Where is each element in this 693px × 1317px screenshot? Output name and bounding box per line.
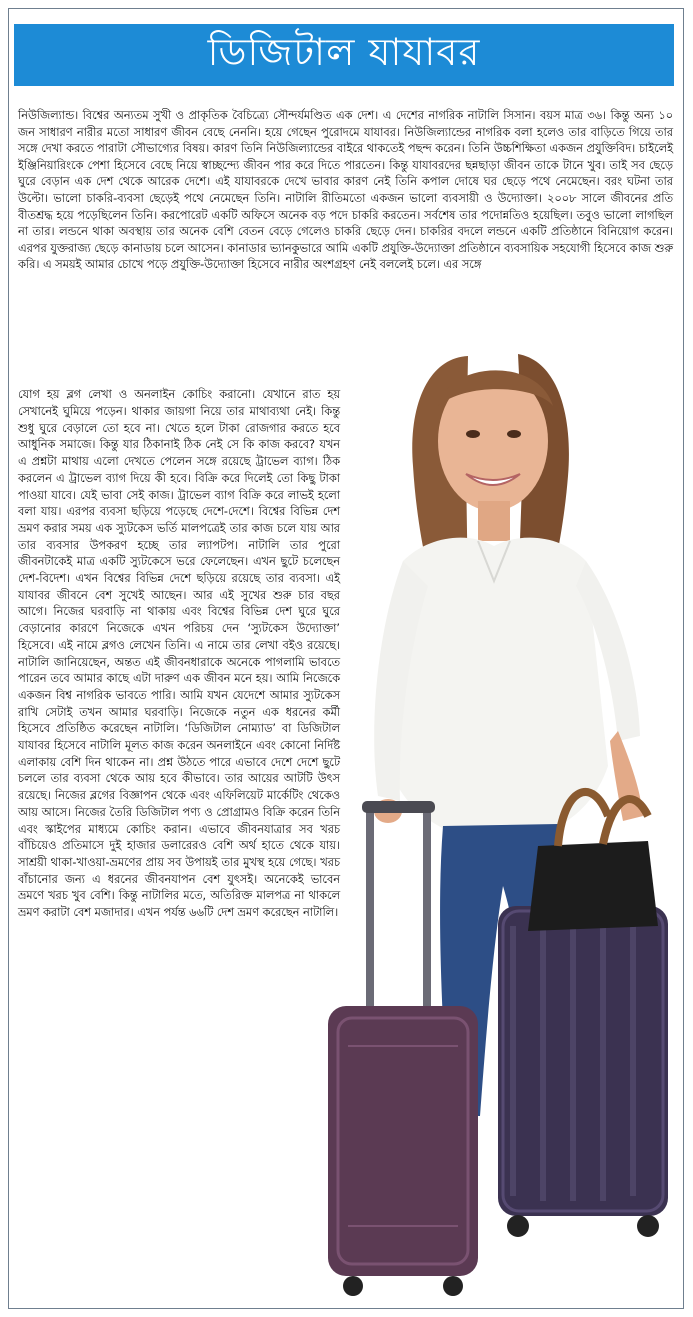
headline-banner	[14, 24, 674, 86]
headline: ডিজিটাল যাযাবর	[207, 30, 481, 74]
article-continuation-paragraph: যোগ হয় ব্লগ লেখা ও অনলাইন কোচিং করানো। যেখানে রাত হয় সেখানেই ঘুমিয়ে পড়েন। থাকার জায়গা নিয়ে তার মাথাব্যথা নেই। কিন্তু শুধু ঘুরে বেড়ালে তো হবে না। খেতে হলে টাকা রোজগার করতে হবে আধুনিক সমাজে। কিন্তু যার ঠিকানাই ঠিক নেই সে কি কাজ করবে? যখন এ প্রশ্নটা মাথায় এলো দেখতে পেলেন সঙ্গে রয়েছে ট্রাভেল ব্যাগ। ঠিক করলেন এ ট্রাভেল ব্যাগ দিয়ে কী হবে। বিক্রি করে দিলেই তো কিছু টাকা পাওয়া যাবে। যেই ভাবা সেই কাজ। ট্রাভেল ব্যাগ বিক্রি করে লাভই হলো বলা যায়। এরপর ব্যবসা ছড়িয়ে পড়েছে দেশে-দেশে। বিশ্বের বিভিন্ন দেশ ভ্রমণ করার সময় এক স্যুটকেস ভর্তি মালপত্রেই তার কাজ চলে যায় আর তার ব্যবসার উপকরণ হচ্ছে তার ল্যাপটপ। নাটালি তার পুরো জীবনটাকেই মাত্র একটি স্যুটকেসে ভরে ফেলেছেন। এখন ছুটে চলেছেন দেশ-বিদেশ। এখন বিশ্বের বিভিন্ন দেশে ছড়িয়ে রয়েছে তার ব্যবসা। এই যাযাবর জীবনে বেশ সুখেই আছেন। আর এই সুখের শুরু চার বছর আগে। নিজের ঘরবাড়ি না থাকায় এবং বিশ্বের বিভিন্ন দেশ ঘুরে ঘুরে বেড়ানোর কারণে নিজেকে এখন পরিচয় দেন ‘স্যুটকেস উদ্যোক্তা’ হিসেবে। এই নামে ব্লগও লেখেন তিনি। এ নামে তার লেখা বইও রয়েছে। নাটালি জানিয়েছেন, অন্তত এই জীবনধারাকে অনেকে পাগলামি ভাবতে পারেন তবে আমার কাছে এটা দারুণ এক জীবন মনে হয়। আমি নিজেকে একজন বিশ্ব নাগরিক ভাবতে পারি। আমি যখন যেদেশে আমার স্যুটকেস রাখি সেটাই তখন আমার ঘরবাড়ি। নিজেকে নতুন এক ধরনের কর্মী হিসেবে প্রতিষ্ঠিত করেছেন নাটালি। ‘ডিজিটাল নোম্যাড’ বা ডিজিটাল যাযাবর হিসেবে নাটালি মূলত কাজ করেন অনলাইনে এবং কোনো নির্দিষ্ট এলাকায় বেশি দিন থাকেন না। প্রশ্ন উঠতে পারে এভাবে দেশে দেশে ছুটে চললে তার ব্যবসা থেকে আয় হবে কীভাবে। তার আয়ের আটটি উৎস রয়েছে। নিজের ব্লগের বিজ্ঞাপন থেকে এবং এফিলিয়েট মার্কেটিং থেকেও আয় আসে। নিজের তৈরি ডিজিটাল পণ্য ও প্রোগ্রামও বিক্রি করেন তিনি এবং স্কাইপের মাধ্যমে কোচিং করান। এভাবে জীবনযাত্রার সব খরচ বাঁচিয়েও প্রতিমাসে দুই হাজার ডলারেরও বেশি অর্থ হাতে থেকে যায়। সাশ্রয়ী থাকা-খাওয়া-ভ্রমণের প্রায় সব উপায়ই তার মুখস্থ হয়ে গেছে। খরচ বাঁচানোর জন্য এ ধরনের জীবনযাপন বেশ যুৎসই। অনেকেই ভাবেন ভ্রমণে খরচ খুব বেশি। কিন্তু নাটালির মতে, অতিরিক্ত মালপত্র না থাকলে ভ্রমণ করাটা বেশ মজাদার। এখন পর্যন্ত ৬৬টি দেশ ভ্রমণ করেছেন নাটালি।	[18, 388, 340, 920]
article-intro-paragraph: নিউজিল্যান্ড। বিশ্বের অন্যতম সুখী ও প্রাকৃতিক বৈচিত্র্যে সৌন্দর্যমণ্ডিত এক দেশ। এ দেশের নাগরিক নাটালি সিসান। বয়স মাত্র ৩৬। কিন্তু অন্য ১০ জন সাধারণ নারীর মতো সাধারণ জীবন বেছে নেননি। হয়ে গেছেন পুরোদমে যাযাবর। নিউজিল্যান্ডের নাগরিক বলা হলেও তার বাড়িতে গিয়ে তার সঙ্গে দেখা করতে পারাটা সৌভাগ্যের বিষয়। কারণ তিনি নিউজিল্যান্ডের বাইরে থাকতেই পছন্দ করেন। তিনি উচ্চশিক্ষিতা একজন প্রযুক্তিবিদ। চাইলেই ইঞ্জিনিয়ারিংকে পেশা হিসেবে বেছে নিয়ে স্বাচ্ছন্দ্যে জীবন পার করে দিতে পারতেন। কিন্তু যাযাবরদের ছন্নছাড়া জীবন তাকে টানে খুব। তাই সব ছেড়ে ঘুরে বেড়ান এক দেশ থেকে আরেক দেশে। এই যাযাবরকে দেখে ভাবার কারণ নেই তিনি কপাল দোষে ঘর ছেড়ে পথে নেমেছেন। বরং ঘটনা তার উল্টো। ভালো চাকরি-ব্যবসা ছেড়েই পথে নেমেছেন তিনি। নাটালি রীতিমতো একজন ভালো ব্যবসায়ী ও উদ্যোক্তা। ২০০৮ সালে জীবনের প্রতি বীতশ্রদ্ধ হয়ে পড়েছিলেন তিনি। করপোরেট একটি অফিসে অনেক বড় পদে চাকরি করতেন। সর্বশেষ তার পদোন্নতিও হয়েছিল। তবুও ভালো লাগছিল না তার। লন্ডনে থাকা অবস্থায় তার অনেক বেশি বেতন বেড়ে গেলেও চাকরি ছেড়ে দেন। চাকরির বদলে লন্ডনে একটি প্রতিষ্ঠানে বিনিয়োগ করেন। এরপর যুক্তরাজ্য ছেড়ে কানাডায় চলে আসেন। কানাডার ভ্যানকুভারে আমি একটি প্রযুক্তি-উদ্যোক্তা প্রতিষ্ঠানে ব্যবসায়িক সহযোগী হিসেবে কাজ শুরু করি। এ সময়ই আমার চোখে পড়ে প্রযুক্তি-উদ্যোক্তা হিসেবে নারীর অংশগ্রহণ নেই বললেই চলে। এর সঙ্গে	[18, 109, 673, 272]
woman-with-suitcases-photo	[318, 346, 688, 1311]
article-left-column	[18, 376, 340, 933]
article-top	[18, 108, 673, 274]
